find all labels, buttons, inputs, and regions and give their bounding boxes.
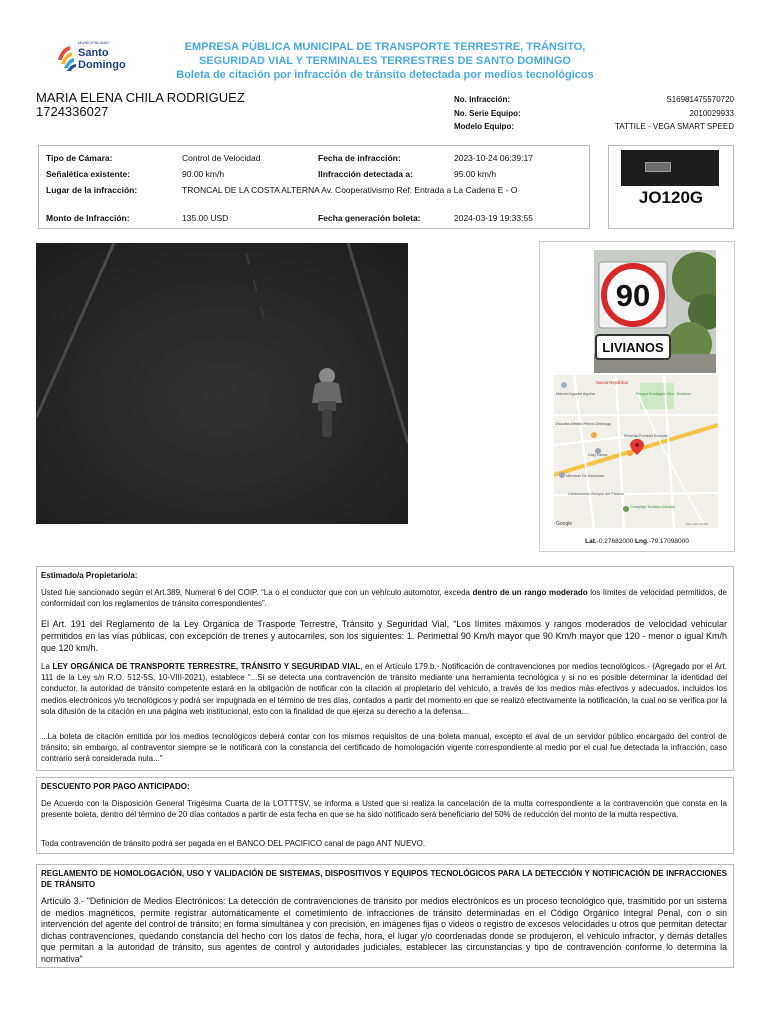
- discount-paragraph-1: De Acuerdo con la Disposición General Trigésima Cuarta de la LOTTTSV, se informa a Usted que si realiza la cancelación de la multa correspondiente a la contravención que consta en la presente boleta, dentro del término de 20 días contados a partir de esta fecha en que se ha sido notificado será beneficiario del 50% de reducción del monto de la multa respectiva.: [41, 799, 727, 820]
- detail-row-camera: [46, 153, 583, 163]
- map-label: Escuela Alfredo Pérez Chiriboga: [556, 422, 611, 426]
- detected-speed-value: 95.00 km/h: [454, 169, 497, 179]
- map-label: Urbanización Bosque del Paraíso: [568, 492, 625, 496]
- speed-sign-photo: [594, 250, 716, 373]
- map-label: Nueva República: [596, 380, 628, 385]
- camera-type-label: Tipo de Cámara:: [46, 153, 113, 163]
- plate-photo: [621, 150, 719, 186]
- infraction-details-box: [38, 145, 590, 229]
- notice-paragraph-4: ...La boleta de citación emitida por los medios tecnológicos deberá contar con los mismos requisitos de una boleta manual, excepto el aval de un servidor público encargado del control de tránsito; sin embargo, al contraventor siempre se le notificará con la constancia del certificado de homologación vigente correspondiente al medio por el cual fue detectada la infracción, caso contrario será considerada nula...": [41, 732, 727, 764]
- meta-row-infraction-number: [454, 93, 734, 107]
- camera-type-value: Control de Velocidad: [182, 153, 261, 163]
- detected-speed-label: Ilnfracción detectada a:: [318, 169, 413, 179]
- notice-paragraph-3: La LEY ORGÁNICA DE TRANSPORTE TERRESTRE, TRÁNSITO Y SEGURIDAD VIAL, en el Artículo 179.b.- Notificación de contravenciones por medios tecnológicos.- (Agregado por el Art. 111 de la Ley s/n R.O. 512-5S, 10-VIII-2021), establece "...Si se detecta una contravención de tránsito mediante una herramienta tecnológica y si no es posible determinar la identidad del conductor, la autoridad de tránsito competente estará en la obligación de notificar con la citación al propietario del vehículo, a través de los medios más efectivos y adecuados, incluidos los medios electrónicos y/o tecnológicos y podrá ser impugnada en el término de tres días, contados a partir del momento en que se realizó efectivamente la notificación, la cual no se verifica por la sola difusión de la citación en una página web institucional, esto con la finalidad de que ejerza su derecho a la defensa...: [41, 662, 728, 716]
- lat-label: Lat.: [585, 538, 597, 545]
- logo-text-top: MUNICIPALIDAD: [78, 40, 110, 45]
- generated-date-label: Fecha generación boleta:: [318, 213, 421, 223]
- discount-section: [36, 777, 734, 854]
- location-panel: [539, 241, 735, 552]
- place-label: Lugar de la infracción:: [46, 185, 138, 195]
- map-label: Pimenta Pumbali Ecuador: [624, 434, 668, 438]
- notice-paragraph-2: El Art. 191 del Reglamento de la Ley Orgánica de Trasporte Terrestre, Tránsito y Seguridad Vial, “Los límites máximos y rangos moderados de velocidad vehicular permitidos en las vías públicas, con excepción de trenes y autocarriles, son los siguientes: 1. Perimetral 90 Km/h mayor que 90 Km/h mayor que 120 - menor o igual Km/h que 120 km/h.: [41, 619, 727, 653]
- header-line-1: EMPRESA PÚBLICA MUNICIPAL DE TRANSPORTE TERRESTRE, TRÁNSITO,: [184, 41, 586, 53]
- detail-row-amount: [46, 213, 583, 223]
- discount-paragraph-2: Toda contravención de tránsito podrá ser pagada en el BANCO DEL PACIFICO canal de pago ANT NUEVO.: [41, 839, 426, 848]
- document-header: [150, 40, 620, 82]
- meta-value: TATTILE - VEGA SMART SPEED: [615, 122, 734, 131]
- infraction-date-label: Fecha de infracción:: [318, 153, 401, 163]
- notice-paragraph-1: Usted fue sancionado según el Art.389, Numeral 6 del COIP. “La o el conductor que con un vehículo automotor, exceda dentro de un rango moderado los límites de velocidad permitidos, de conformidad con los reglamentos de tránsito correspondientes”.: [41, 588, 727, 609]
- section-heading: Estimado/a Propietario/a:: [41, 571, 138, 580]
- camera-capture-photo: [36, 243, 408, 524]
- map-attribution: Map data ©2023: [686, 522, 709, 526]
- amount-value: 135.00 USD: [182, 213, 229, 223]
- section-heading: REGLAMENTO DE HOMOLOGACIÓN, USO Y VALIDACIÓN DE SISTEMAS, DISPOSITIVOS Y EQUIPOS TECNOLÓGICOS PARA LA DETECCIÓN Y NOTIFICACIÓN DE INFRACCIONES DE TRÁNSITO: [41, 869, 727, 890]
- owner-id: 1724336027: [36, 104, 109, 119]
- section-heading: DESCUENTO POR PAGO ANTICIPADO:: [41, 782, 190, 791]
- header-line-3: Boleta de citación por infracción de tránsito detectada por medios tecnológicos: [176, 69, 594, 81]
- sign-speed-number: 90: [615, 278, 651, 313]
- regulation-section: [36, 864, 734, 968]
- logo-text-domingo: Domingo: [78, 59, 126, 71]
- lat-value: -0.27682000: [596, 538, 634, 545]
- lng-label: Lng.: [635, 538, 649, 545]
- place-value: TRONCAL DE LA COSTA ALTERNA Av. Cooperativismo Ref: Entrada a La Cadena E - O: [182, 185, 518, 195]
- signage-label: Señalética existente:: [46, 169, 131, 179]
- lng-value: -79.17098000: [648, 538, 689, 545]
- municipality-logo: [56, 38, 132, 74]
- license-plate-number: JO120G: [638, 188, 704, 207]
- amount-label: Monto de Infracción:: [46, 213, 130, 223]
- generated-date-value: 2024-03-19 19:33:55: [454, 213, 533, 223]
- meta-row-equipment-model: [454, 120, 734, 134]
- meta-value: S16981475570720: [666, 95, 734, 104]
- infraction-meta: [454, 93, 734, 134]
- logo-text-santo: Santo: [78, 47, 109, 59]
- map-label: Cary Lanas: [588, 453, 608, 457]
- meta-row-serial-number: [454, 107, 734, 121]
- map-label: Parque Ecológico Ciro - Bolaños: [636, 392, 691, 396]
- detail-row-speed: [46, 169, 583, 179]
- meta-label: No. Serie Equipo:: [454, 108, 521, 118]
- map-label: Mercado De Monsicos: [566, 474, 604, 478]
- signage-value: 90.00 km/h: [182, 169, 225, 179]
- owner-block: [36, 91, 245, 119]
- detail-row-place: [46, 185, 583, 196]
- meta-value: 2010029933: [689, 108, 734, 118]
- infraction-date-value: 2023-10-24 06:39:17: [454, 153, 533, 163]
- map-google-logo: Google: [556, 521, 573, 527]
- regulation-paragraph: Artículo 3.- "Definición de Medios Electrónicos: La detección de contravenciones de tránsito por medios electrónicos es un proceso tecnológico que, trasmitido por un sistema de medios magnéticos, permite registrar automáticamente el cometimiento de infracciones de tránsito determinadas en el Código Orgánico Integral Penal, con o sin intervención del agente del control de tránsito; en forma simultánea y con precisión, en imágenes fijas o videos o registro de excesos velocidades u otros que permitan detectar dichas contravenciones, quedando constancia del hecho con los datos de fecha, hora, el lugar y/o coordenadas donde se produjeron, el vehículo infractor, y demás detalles que permitan a la autoridad de tránsito, sus agentes de control y autoridades judiciales, establecer las circunstancias y tipo de contravención conforme lo determina la normativa": [41, 896, 727, 964]
- map-label: Manuel Agustín Aguirre: [556, 392, 596, 396]
- location-map: [554, 375, 718, 528]
- license-plate-box: [608, 145, 734, 229]
- notice-section: [36, 566, 734, 771]
- meta-label: Modelo Equipo:: [454, 122, 514, 131]
- owner-name: MARIA ELENA CHILA RODRIGUEZ: [36, 90, 245, 105]
- map-label: Complejo Turístico Mirador: [630, 505, 676, 509]
- gps-coordinates: [540, 538, 734, 545]
- header-line-2: SEGURIDAD VIAL Y TERMINALES TERRESTRES DE SANTO DOMINGO: [198, 55, 571, 67]
- sign-text: LIVIANOS: [602, 340, 664, 355]
- meta-label: No. Infracción:: [454, 95, 511, 104]
